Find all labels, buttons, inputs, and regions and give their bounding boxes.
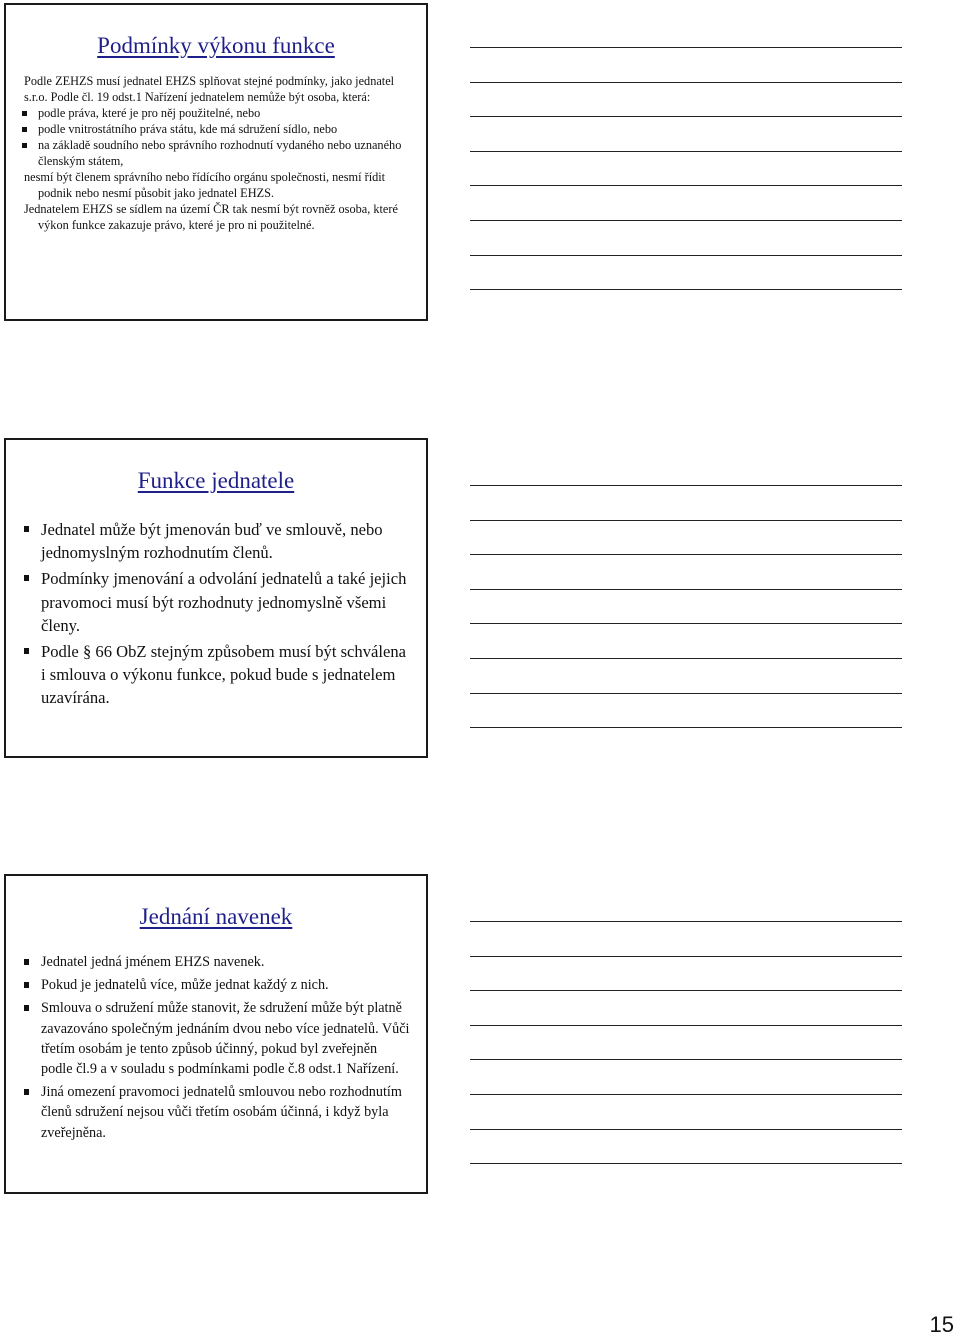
- slide-title: Jednání navenek: [139, 904, 293, 929]
- list-item: Jednatel může být jmenován buď ve smlouvě, nebo jednomyslným rozhodnutím členů.: [24, 518, 412, 564]
- note-line: [470, 151, 902, 152]
- list-item: podle práva, které je pro něj použitelné, nebo: [22, 105, 412, 121]
- page-number: 15: [929, 1312, 954, 1337]
- note-line: [470, 554, 902, 555]
- slide-body: [6, 952, 426, 1143]
- note-line: [470, 289, 902, 290]
- slide-paragraph: Jednatelem EHZS se sídlem na území ČR tak nesmí být rovněž osoba, které výkon funkce zakazuje právo, které je pro ni použitelné.: [24, 202, 398, 232]
- list-item: Podmínky jmenování a odvolání jednatelů a také jejich pravomoci musí být rozhodnuty jednomyslně všemi členy.: [24, 567, 412, 637]
- note-line: [470, 1094, 902, 1095]
- slide-body: [6, 73, 426, 233]
- slide-paragraph: nesmí být členem správního nebo řídícího orgánu společnosti, nesmí řídit podnik nebo nesmí působit jako jednatel EHZS.: [24, 170, 386, 200]
- slide-jednani-navenek: [4, 874, 428, 1194]
- list-item: Jednatel jedná jménem EHZS navenek.: [24, 952, 412, 972]
- bullet-list: [22, 105, 412, 169]
- note-line: [470, 727, 902, 728]
- slide-intro: Podle ZEHZS musí jednatel EHZS splňovat stejné podmínky, jako jednatel s.r.o. Podle čl. 19 odst.1 Nařízení jednatelem nemůže být osoba, která:: [24, 74, 395, 104]
- list-item: Jiná omezení pravomoci jednatelů smlouvou nebo rozhodnutím členů sdružení nejsou vůči třetím osobám účinná, i když byla zveřejněna.: [24, 1082, 412, 1143]
- note-line: [470, 1129, 902, 1130]
- slide-body: [6, 518, 426, 710]
- note-line: [470, 1059, 902, 1060]
- note-line: [470, 185, 902, 186]
- slide-title: Podmínky výkonu funkce: [97, 33, 335, 58]
- note-line: [470, 623, 902, 624]
- slide-funkce-jednatele: [4, 438, 428, 758]
- list-item: Pokud je jednatelů více, může jednat každý z nich.: [24, 975, 412, 995]
- note-line: [470, 485, 902, 486]
- note-line: [470, 220, 902, 221]
- note-line: [470, 255, 902, 256]
- note-line: [470, 1025, 902, 1026]
- bullet-list: [24, 518, 412, 710]
- note-line: [470, 82, 902, 83]
- note-line: [470, 116, 902, 117]
- list-item: Podle § 66 ObZ stejným způsobem musí být schválena i smlouva o výkonu funkce, pokud bude s jednatelem uzavírána.: [24, 640, 412, 710]
- bullet-list: [24, 952, 412, 1143]
- note-line: [470, 47, 902, 48]
- note-line: [470, 520, 902, 521]
- note-line: [470, 658, 902, 659]
- note-line: [470, 1163, 902, 1164]
- slide-podminky-vykonu-funkce: [4, 3, 428, 321]
- list-item: podle vnitrostátního práva státu, kde má sdružení sídlo, nebo: [22, 121, 412, 137]
- list-item: na základě soudního nebo správního rozhodnutí vydaného nebo uznaného členským státem,: [22, 137, 412, 169]
- slide-title: Funkce jednatele: [137, 468, 295, 493]
- note-line: [470, 693, 902, 694]
- note-line: [470, 990, 902, 991]
- note-line: [470, 956, 902, 957]
- note-line: [470, 589, 902, 590]
- note-line: [470, 921, 902, 922]
- list-item: Smlouva o sdružení může stanovit, že sdružení může být platně zavazováno společným jednáním dvou nebo více jednatelů. Vůči třetím osobám je tento způsob účinný, pokud byl zveřejněn podle čl.9 a v souladu s podmínkami podle č.8 odst.1 Nařízení.: [24, 998, 412, 1079]
